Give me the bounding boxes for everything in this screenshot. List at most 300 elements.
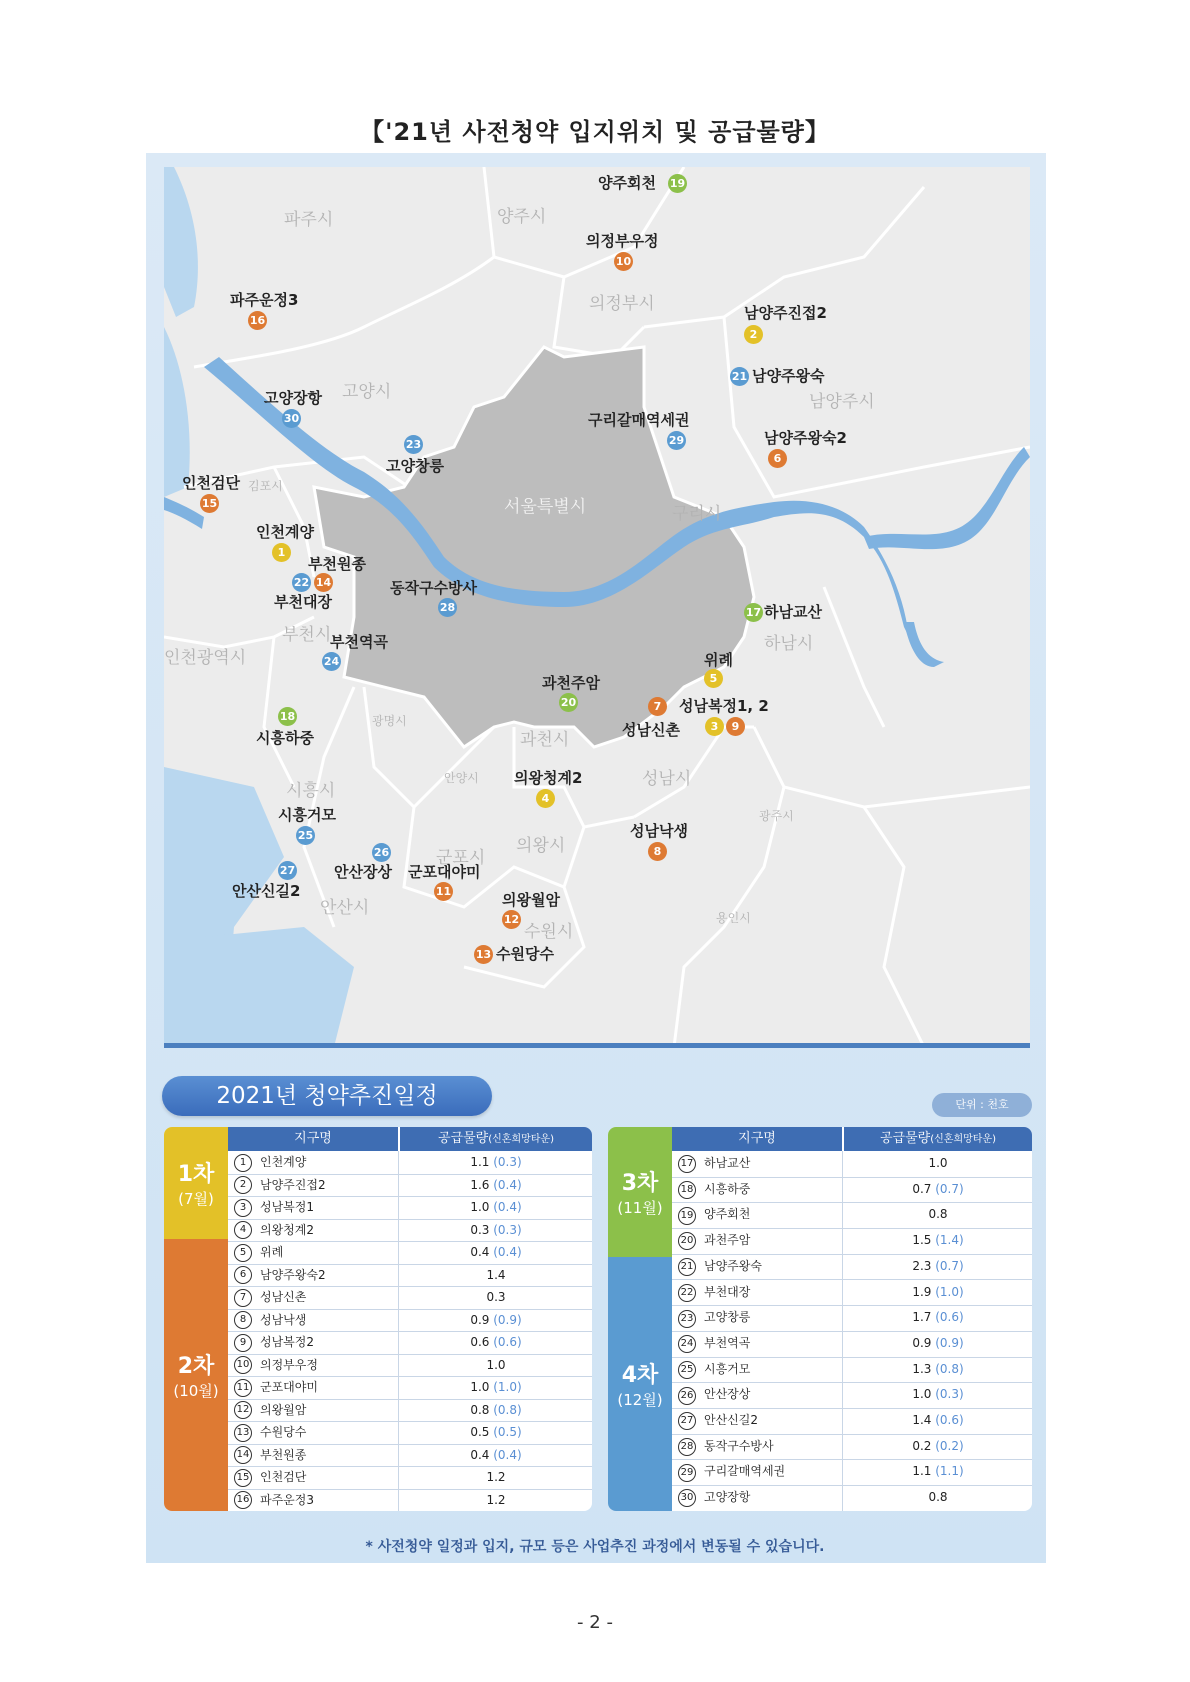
row-separator — [398, 1376, 399, 1399]
row-district-name: 구리갈매역세권 — [704, 1464, 786, 1479]
row-number: 24 — [678, 1335, 696, 1353]
row-district-name: 의왕청계2 — [260, 1222, 315, 1237]
row-district-name: 인천계양 — [260, 1155, 307, 1169]
row-supply-value: 0.8 — [928, 1490, 948, 1505]
region-uijeongbu: 의정부시 — [589, 294, 655, 314]
region-yangju: 양주시 — [497, 207, 547, 227]
row-number: 8 — [234, 1311, 252, 1329]
row-district-name: 시흥하중 — [704, 1181, 751, 1196]
row-supply — [400, 1196, 592, 1219]
site-pin-17[interactable]: 17 — [744, 603, 763, 622]
table-row — [672, 1280, 1032, 1307]
site-label-22: 부천대장 — [274, 593, 332, 611]
table-row — [228, 1151, 592, 1175]
phase-4-cell — [608, 1257, 672, 1511]
row-supply-value: 1.1 — [470, 1155, 490, 1169]
row-supply-newlywed: (0.4) — [489, 1447, 522, 1462]
row-number: 23 — [678, 1310, 696, 1328]
site-label-25: 시흥거모 — [278, 806, 336, 824]
row-supply — [400, 1376, 592, 1399]
site-label-29: 구리갈매역세권 — [588, 411, 690, 429]
region-yongin: 용인시 — [716, 911, 751, 925]
site-label-15: 인천검단 — [182, 474, 240, 492]
phase-3-month: (11월) — [617, 1199, 663, 1217]
row-separator — [842, 1177, 843, 1203]
row-district-name: 동작구수방사 — [704, 1438, 774, 1453]
phase-1-cell — [164, 1127, 228, 1239]
row-supply-value: 1.7 — [912, 1310, 932, 1325]
row-supply — [844, 1459, 1032, 1485]
site-pin-4[interactable]: 4 — [536, 789, 555, 808]
row-supply-value: 0.2 — [912, 1438, 932, 1453]
row-number: 14 — [234, 1446, 252, 1464]
site-label-19: 양주회천 — [598, 174, 656, 192]
row-separator — [398, 1286, 399, 1309]
site-pin-24[interactable]: 24 — [322, 652, 341, 671]
row-supply-value: 1.0 — [928, 1156, 948, 1170]
table-row — [672, 1228, 1032, 1255]
row-supply-value: 0.4 — [470, 1245, 490, 1259]
site-pin-25[interactable]: 25 — [296, 826, 315, 845]
site-pin-30[interactable]: 30 — [282, 409, 301, 428]
row-district-name: 군포대야미 — [260, 1380, 318, 1394]
row-number: 27 — [678, 1412, 696, 1430]
site-pin-10[interactable]: 10 — [614, 252, 633, 271]
site-label-21: 남양주왕숙 — [752, 367, 825, 385]
row-separator — [842, 1331, 843, 1357]
row-number: 5 — [234, 1244, 252, 1262]
row-number: 1 — [234, 1154, 252, 1172]
row-separator — [842, 1382, 843, 1408]
site-pin-23[interactable]: 23 — [404, 435, 423, 454]
row-supply — [844, 1485, 1032, 1511]
table-row — [228, 1219, 592, 1243]
site-label-12: 의왕월암 — [502, 891, 560, 909]
row-separator — [398, 1241, 399, 1264]
row-district-name: 남양주진접2 — [260, 1177, 326, 1192]
row-supply — [400, 1264, 592, 1287]
site-pin-19[interactable]: 19 — [668, 174, 687, 193]
row-number: 25 — [678, 1361, 696, 1379]
header-supply-sub: (신혼희망타운) — [488, 1134, 554, 1145]
table-row — [228, 1174, 592, 1198]
table-row — [672, 1434, 1032, 1461]
table-row — [228, 1466, 592, 1490]
site-label-6: 남양주왕숙2 — [764, 429, 847, 447]
row-supply — [844, 1357, 1032, 1383]
row-supply — [844, 1228, 1032, 1254]
row-number: 30 — [678, 1489, 696, 1507]
site-pin-16[interactable]: 16 — [248, 311, 267, 330]
row-district-name: 인천검단 — [260, 1470, 307, 1484]
row-number: 13 — [234, 1424, 252, 1442]
table-row — [672, 1177, 1032, 1204]
row-supply — [400, 1286, 592, 1309]
row-separator — [842, 1485, 843, 1511]
site-label-1: 인천계양 — [256, 523, 314, 541]
row-supply-value: 1.2 — [486, 1492, 506, 1507]
phase-1-label: 1차 — [177, 1162, 215, 1187]
region-gwacheon: 과천시 — [520, 730, 570, 750]
site-label-4: 의왕청계2 — [514, 769, 583, 787]
row-district-name: 위례 — [260, 1245, 284, 1259]
site-map — [164, 167, 1030, 1047]
region-paju: 파주시 — [284, 210, 334, 230]
row-district-name: 성남복정1 — [260, 1200, 315, 1214]
row-separator — [398, 1196, 399, 1219]
row-supply — [400, 1399, 592, 1422]
schedule-table-right — [608, 1127, 1032, 1511]
row-supply-newlywed: (1.4) — [931, 1233, 964, 1248]
row-district-name: 남양주왕숙2 — [260, 1267, 326, 1282]
row-supply — [844, 1151, 1032, 1177]
table-row — [228, 1399, 592, 1423]
site-pin-12[interactable]: 12 — [502, 910, 521, 929]
row-supply — [844, 1177, 1032, 1203]
row-supply-value: 1.0 — [486, 1357, 506, 1372]
header-supply-sub-right: (신혼희망타운) — [930, 1134, 996, 1145]
region-gunpo: 군포시 — [436, 848, 486, 868]
row-district-name: 파주운정3 — [260, 1492, 315, 1507]
site-label-28: 동작구수방사 — [390, 579, 477, 597]
table-row — [228, 1331, 592, 1355]
row-supply — [400, 1466, 592, 1489]
row-district-name: 성남신촌 — [260, 1290, 307, 1304]
region-siheung: 시흥시 — [286, 781, 336, 801]
region-uiwang: 의왕시 — [516, 836, 566, 856]
table-row — [228, 1286, 592, 1310]
region-incheon: 인천광역시 — [164, 648, 247, 668]
site-label-17: 하남교산 — [764, 603, 822, 621]
site-pin-26[interactable]: 26 — [372, 843, 391, 862]
table-row — [672, 1305, 1032, 1332]
row-supply — [400, 1331, 592, 1354]
row-number: 28 — [678, 1438, 696, 1456]
row-number: 3 — [234, 1199, 252, 1217]
table-row — [228, 1489, 592, 1512]
row-district-name: 시흥거모 — [704, 1361, 751, 1376]
site-pin-18[interactable]: 18 — [278, 707, 297, 726]
map-divider — [164, 1043, 1030, 1048]
region-goyang: 고양시 — [342, 382, 392, 402]
row-supply-newlywed: (0.5) — [489, 1425, 522, 1439]
row-supply — [400, 1421, 592, 1444]
row-separator — [842, 1434, 843, 1460]
row-district-name: 성남낙생 — [260, 1312, 307, 1327]
row-supply-value: 0.4 — [470, 1447, 490, 1462]
row-supply-newlywed: (1.0) — [931, 1284, 964, 1299]
row-number: 11 — [234, 1379, 252, 1397]
site-pin-2[interactable]: 2 — [744, 325, 763, 344]
table-row — [672, 1485, 1032, 1511]
region-ansan: 안산시 — [320, 898, 370, 918]
row-separator — [842, 1459, 843, 1485]
table-row — [672, 1331, 1032, 1358]
row-supply-value: 0.8 — [470, 1402, 490, 1417]
region-suwon: 수원시 — [524, 922, 574, 942]
row-supply — [400, 1219, 592, 1242]
schedule-table-left — [164, 1127, 592, 1511]
row-supply — [844, 1202, 1032, 1228]
region-bucheon: 부천시 — [282, 625, 332, 645]
region-gwangmyeong: 광명시 — [372, 714, 407, 728]
row-supply-value: 1.2 — [486, 1470, 506, 1484]
row-supply-value: 1.4 — [912, 1413, 932, 1427]
table-row — [672, 1254, 1032, 1281]
header-district-right: 지구명 — [672, 1127, 842, 1151]
table-row — [228, 1376, 592, 1400]
row-supply-newlywed: (0.2) — [931, 1438, 964, 1453]
region-namyangju: 남양주시 — [809, 392, 875, 412]
site-pin-11[interactable]: 11 — [434, 882, 453, 901]
table-row — [672, 1408, 1032, 1435]
row-number: 6 — [234, 1266, 252, 1284]
row-district-name: 부천대장 — [704, 1284, 751, 1299]
row-supply-newlywed: (0.9) — [489, 1312, 522, 1327]
row-supply-value: 1.3 — [912, 1361, 932, 1376]
row-separator — [398, 1444, 399, 1467]
site-pin-13[interactable]: 13 — [474, 945, 493, 964]
phase-2-label: 2차 — [177, 1354, 215, 1379]
site-label-27: 안산신길2 — [232, 882, 301, 900]
row-separator — [842, 1254, 843, 1280]
row-supply-value: 0.9 — [912, 1335, 932, 1350]
row-supply — [844, 1280, 1032, 1306]
table-row — [228, 1264, 592, 1288]
row-separator — [398, 1309, 399, 1332]
row-separator — [398, 1489, 399, 1512]
row-separator — [398, 1174, 399, 1197]
site-pin-1[interactable]: 1 — [272, 543, 291, 562]
row-number: 22 — [678, 1284, 696, 1302]
row-supply-newlywed: (0.7) — [931, 1181, 964, 1196]
row-supply-value: 1.4 — [486, 1267, 506, 1282]
row-separator — [842, 1202, 843, 1228]
row-separator — [398, 1354, 399, 1377]
site-pin-5[interactable]: 5 — [704, 669, 723, 688]
schedule-banner: 2021년 청약추진일정 — [162, 1076, 492, 1116]
row-supply-value: 0.7 — [912, 1181, 932, 1196]
site-pin-15[interactable]: 15 — [200, 494, 219, 513]
region-gimpo: 김포시 — [248, 479, 283, 493]
phase-2-cell — [164, 1239, 228, 1511]
site-label-13: 수원당수 — [496, 945, 554, 963]
page-title: 【'21년 사전청약 입지위치 및 공급물량】 — [360, 118, 830, 146]
row-separator — [398, 1264, 399, 1287]
row-number: 26 — [678, 1387, 696, 1405]
row-number: 12 — [234, 1401, 252, 1419]
row-supply-value: 0.3 — [470, 1222, 490, 1237]
phase-4-label: 4차 — [621, 1363, 659, 1388]
row-district-name: 의정부우정 — [260, 1357, 318, 1372]
unit-badge: 단위 : 천호 — [932, 1093, 1032, 1117]
row-supply — [400, 1444, 592, 1467]
row-separator — [842, 1280, 843, 1306]
site-pin-14[interactable]: 14 — [314, 573, 333, 592]
row-district-name: 하남교산 — [704, 1156, 751, 1170]
site-label-20: 과천주암 — [542, 674, 600, 692]
row-supply — [400, 1354, 592, 1377]
row-district-name: 고양창릉 — [704, 1310, 751, 1325]
row-separator — [398, 1151, 399, 1174]
phase-3-cell — [608, 1127, 672, 1257]
row-supply — [844, 1331, 1032, 1357]
row-supply-newlywed: (0.8) — [489, 1402, 522, 1417]
row-supply — [400, 1489, 592, 1512]
table-row — [228, 1444, 592, 1468]
row-separator — [398, 1331, 399, 1354]
phase-2-month: (10월) — [173, 1382, 219, 1400]
row-supply-newlywed: (0.8) — [931, 1361, 964, 1376]
site-label-23: 고양창릉 — [386, 457, 444, 475]
row-supply-value: 1.0 — [470, 1380, 490, 1394]
site-label-26: 안산장상 — [334, 863, 392, 881]
row-number: 7 — [234, 1289, 252, 1307]
table-row — [228, 1196, 592, 1220]
row-separator — [842, 1305, 843, 1331]
row-supply-value: 1.1 — [912, 1464, 932, 1479]
row-number: 15 — [234, 1469, 252, 1487]
row-supply-newlywed: (0.4) — [489, 1200, 522, 1214]
site-pin-8[interactable]: 8 — [648, 842, 667, 861]
header-district: 지구명 — [228, 1127, 398, 1151]
row-supply — [844, 1434, 1032, 1460]
row-supply — [400, 1174, 592, 1197]
site-label-10: 의정부우정 — [586, 232, 659, 250]
row-supply-value: 1.6 — [470, 1177, 490, 1192]
region-gwangju: 광주시 — [759, 809, 794, 823]
row-supply-value: 0.9 — [470, 1312, 490, 1327]
region-hanam: 하남시 — [764, 634, 814, 654]
row-supply — [400, 1151, 592, 1174]
row-supply-value: 1.0 — [912, 1387, 932, 1402]
site-pin-21[interactable]: 21 — [730, 367, 749, 386]
table-row — [228, 1354, 592, 1378]
site-label-16: 파주운정3 — [230, 291, 299, 309]
header-supply-right — [844, 1127, 1032, 1151]
row-number: 9 — [234, 1334, 252, 1352]
region-guri: 구리시 — [672, 504, 722, 524]
header-supply-label: 공급물량 — [438, 1131, 489, 1146]
row-supply-value: 0.5 — [470, 1425, 490, 1439]
row-number: 29 — [678, 1464, 696, 1482]
row-separator — [842, 1228, 843, 1254]
site-pin-29[interactable]: 29 — [667, 431, 686, 450]
row-supply-newlywed: (0.4) — [489, 1177, 522, 1192]
row-supply-value: 0.8 — [928, 1207, 948, 1222]
row-number: 16 — [234, 1491, 252, 1509]
row-district-name: 양주회천 — [704, 1207, 751, 1222]
row-district-name: 과천주암 — [704, 1233, 751, 1248]
site-pin-3[interactable]: 3 — [705, 717, 724, 736]
site-label-14: 부천원종 — [308, 555, 366, 573]
row-supply-newlywed: (0.3) — [931, 1387, 964, 1402]
row-supply — [844, 1382, 1032, 1408]
row-district-name: 부천원종 — [260, 1447, 307, 1462]
region-seongnam: 성남시 — [642, 769, 692, 789]
site-label-11: 군포대야미 — [408, 863, 481, 881]
row-supply-newlywed: (0.6) — [931, 1413, 964, 1427]
footnote: * 사전청약 일정과 입지, 규모 등은 사업추진 과정에서 변동될 수 있습니다. — [365, 1539, 825, 1555]
site-label-2: 남양주진접2 — [744, 304, 827, 322]
phase-1-month: (7월) — [178, 1190, 214, 1208]
row-supply-newlywed: (0.3) — [489, 1155, 522, 1169]
site-label-8: 성남낙생 — [630, 822, 688, 840]
site-label-5: 위례 — [704, 651, 733, 669]
site-pin-7[interactable]: 7 — [648, 697, 667, 716]
row-separator — [398, 1399, 399, 1422]
site-label-7: 성남신촌 — [622, 721, 680, 739]
site-label-18: 시흥하중 — [256, 729, 314, 747]
row-supply-value: 1.5 — [912, 1233, 932, 1248]
row-supply-newlywed: (0.3) — [489, 1222, 522, 1237]
row-separator — [842, 1408, 843, 1434]
site-pin-20[interactable]: 20 — [559, 693, 578, 712]
row-number: 4 — [234, 1221, 252, 1239]
row-district-name: 고양장항 — [704, 1490, 751, 1505]
table-row — [672, 1459, 1032, 1486]
row-district-name: 남양주왕숙 — [704, 1258, 762, 1273]
row-supply — [844, 1408, 1032, 1434]
site-label-3-9: 성남복정1, 2 — [679, 697, 769, 715]
site-pin-27[interactable]: 27 — [278, 861, 297, 880]
row-supply — [400, 1241, 592, 1264]
row-number: 19 — [678, 1207, 696, 1225]
table-row — [228, 1309, 592, 1333]
row-separator — [398, 1421, 399, 1444]
site-pin-9[interactable]: 9 — [726, 717, 745, 736]
row-supply-newlywed: (0.9) — [931, 1335, 964, 1350]
row-supply — [400, 1309, 592, 1332]
row-district-name: 의왕월암 — [260, 1402, 307, 1417]
page-number: - 2 - — [577, 1612, 613, 1633]
row-number: 17 — [678, 1155, 696, 1173]
row-supply-value: 1.0 — [470, 1200, 490, 1214]
site-pin-28[interactable]: 28 — [438, 598, 457, 617]
row-district-name: 안산신길2 — [704, 1413, 759, 1427]
row-supply — [844, 1305, 1032, 1331]
header-supply — [400, 1127, 592, 1151]
row-number: 20 — [678, 1232, 696, 1250]
row-district-name: 성남복정2 — [260, 1335, 315, 1349]
region-seoul: 서울특별시 — [504, 497, 587, 517]
row-supply — [844, 1254, 1032, 1280]
row-supply-value: 2.3 — [912, 1258, 932, 1273]
row-supply-value: 1.9 — [912, 1284, 932, 1299]
site-label-24: 부천역곡 — [330, 633, 388, 651]
table-row — [672, 1202, 1032, 1229]
row-separator — [842, 1357, 843, 1383]
row-number: 21 — [678, 1258, 696, 1276]
site-pin-6[interactable]: 6 — [768, 449, 787, 468]
row-district-name: 부천역곡 — [704, 1335, 751, 1350]
row-supply-newlywed: (1.0) — [489, 1380, 522, 1394]
phase-4-month: (12월) — [617, 1391, 663, 1409]
region-anyang: 안양시 — [444, 771, 479, 785]
row-supply-newlywed: (1.1) — [931, 1464, 964, 1479]
row-supply-newlywed: (0.4) — [489, 1245, 522, 1259]
row-supply-newlywed: (0.6) — [489, 1335, 522, 1349]
row-supply-value: 0.6 — [470, 1335, 490, 1349]
site-pin-22[interactable]: 22 — [292, 573, 311, 592]
row-supply-value: 0.3 — [486, 1290, 506, 1304]
row-number: 2 — [234, 1176, 252, 1194]
site-label-30: 고양장항 — [264, 389, 322, 407]
table-row — [228, 1421, 592, 1445]
table-row — [228, 1241, 592, 1265]
row-separator — [398, 1466, 399, 1489]
header-supply-label-right: 공급물량 — [880, 1131, 931, 1146]
